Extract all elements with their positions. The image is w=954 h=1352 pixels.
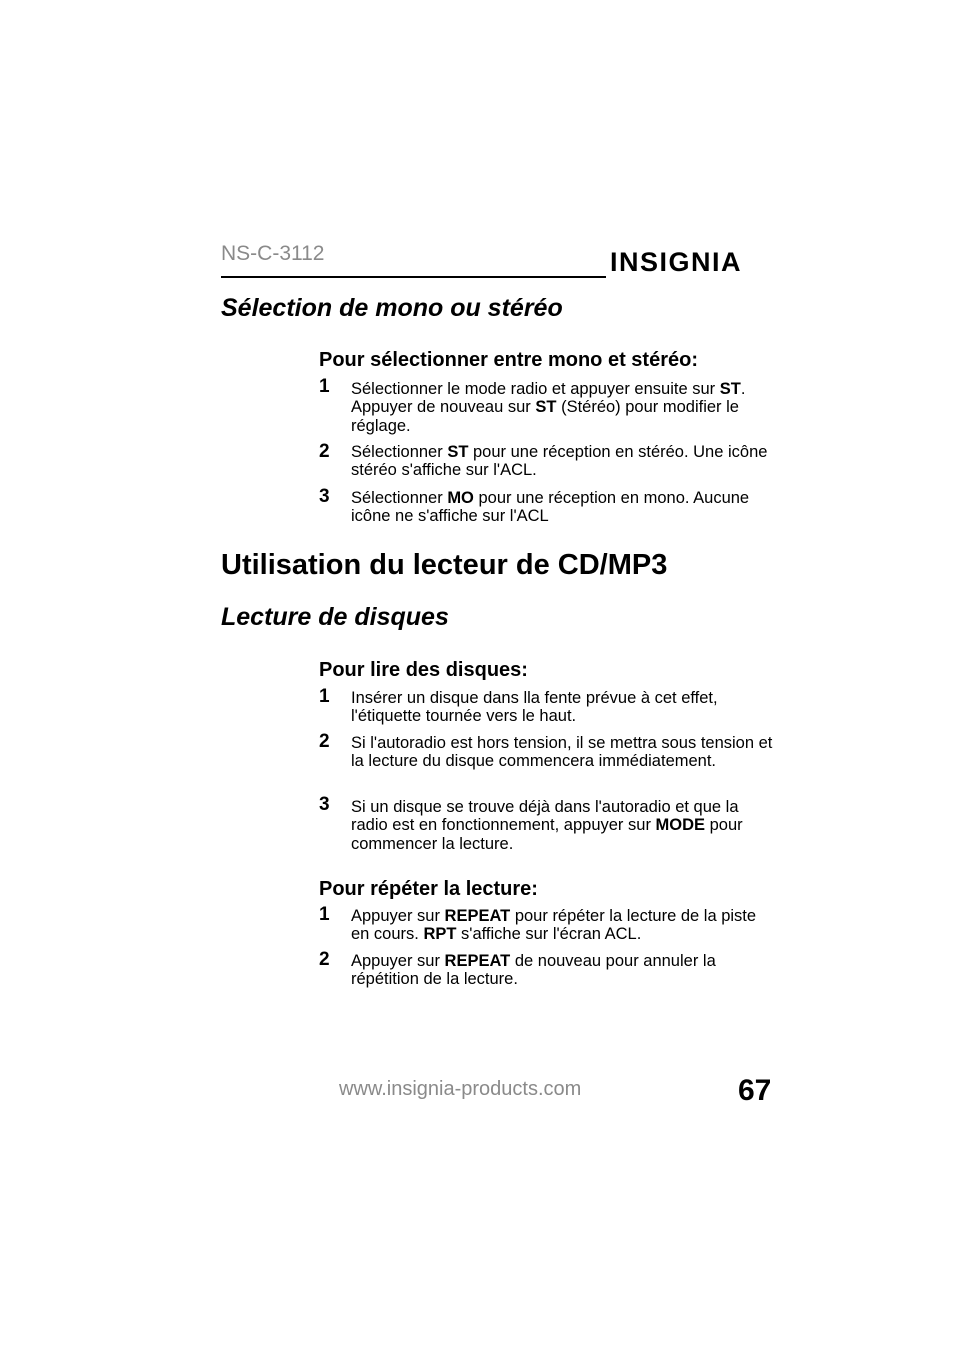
subheading-select-mono-stereo: Pour sélectionner entre mono et stéréo: [319, 349, 698, 371]
button-label-st: ST [719, 380, 741, 398]
step-number: 1 [319, 904, 330, 925]
step-text [351, 952, 776, 989]
step-text [351, 734, 776, 771]
button-label-mo: MO [447, 489, 474, 507]
subheading-repeat: Pour répéter la lecture: [319, 878, 538, 900]
step-text [351, 907, 776, 944]
button-label-repeat: REPEAT [444, 952, 511, 970]
step-text-part: de nouveau pour annuler la répétition de la lecture. [351, 952, 716, 989]
step-text [351, 689, 776, 726]
step-text-part: Si l'autoradio est hors tension, il se mettra sous tension et la lecture du disque commencera immédiatement. [351, 734, 773, 771]
step-number: 1 [319, 376, 330, 397]
header-rule [221, 276, 606, 278]
step-text [351, 380, 776, 435]
button-label-st: ST [447, 443, 469, 461]
model-number: NS-C-3112 [221, 242, 325, 265]
button-label-mode: MODE [655, 816, 706, 835]
step-text-part: Sélectionner le mode radio et appuyer ensuite sur [351, 380, 720, 398]
step-number: 2 [319, 731, 330, 752]
step-text-part: (Stéréo) pour modifier le réglage. [351, 398, 739, 435]
step-text-part: pour répéter la lecture de la piste en cours. [351, 907, 757, 944]
chapter-title: Utilisation du lecteur de CD/MP3 [221, 549, 668, 581]
step-text-part: Appuyer sur [351, 907, 445, 925]
step-text-part: Insérer un disque dans lla fente prévue à cet effet, l'étiquette tournée vers le haut. [351, 689, 718, 726]
step-number: 3 [319, 486, 330, 507]
step-text-part: pour commencer la lecture. [351, 816, 743, 853]
step-text-part: Appuyer sur [351, 952, 445, 970]
page-number: 67 [738, 1074, 772, 1107]
step-text-part: Si un disque se trouve déjà dans l'autoradio et que la radio est en fonctionnement, appuyer sur [351, 798, 739, 835]
step-text-part: Sélectionner [351, 443, 448, 461]
step-number: 3 [319, 794, 330, 815]
step-text-part: pour une réception en stéréo. Une icône stéréo s'affiche sur l'ACL. [351, 443, 768, 480]
step-text-part: . Appuyer de nouveau sur [351, 380, 746, 417]
section-heading-playback: Lecture de disques [221, 603, 449, 631]
step-text [351, 443, 776, 480]
button-label-repeat: REPEAT [444, 907, 511, 925]
step-text-part: Sélectionner [351, 489, 448, 507]
step-number: 2 [319, 441, 330, 462]
section-heading-mono-stereo: Sélection de mono ou stéréo [221, 294, 563, 322]
logo-text: INSIGNIA [610, 247, 743, 277]
footer-url: www.insignia-products.com [339, 1078, 582, 1100]
step-number: 2 [319, 949, 330, 970]
step-text-part: pour une réception en mono. Aucune icône ne s'affiche sur l'ACL [351, 489, 750, 526]
step-text-part: s'affiche sur l'écran ACL. [456, 925, 642, 944]
button-label-st: ST [535, 398, 557, 417]
step-number: 1 [319, 686, 330, 707]
brand-logo [610, 240, 742, 284]
step-text [351, 798, 776, 853]
step-text [351, 489, 776, 526]
subheading-play-discs: Pour lire des disques: [319, 659, 528, 681]
display-label-rpt: RPT [423, 925, 457, 944]
